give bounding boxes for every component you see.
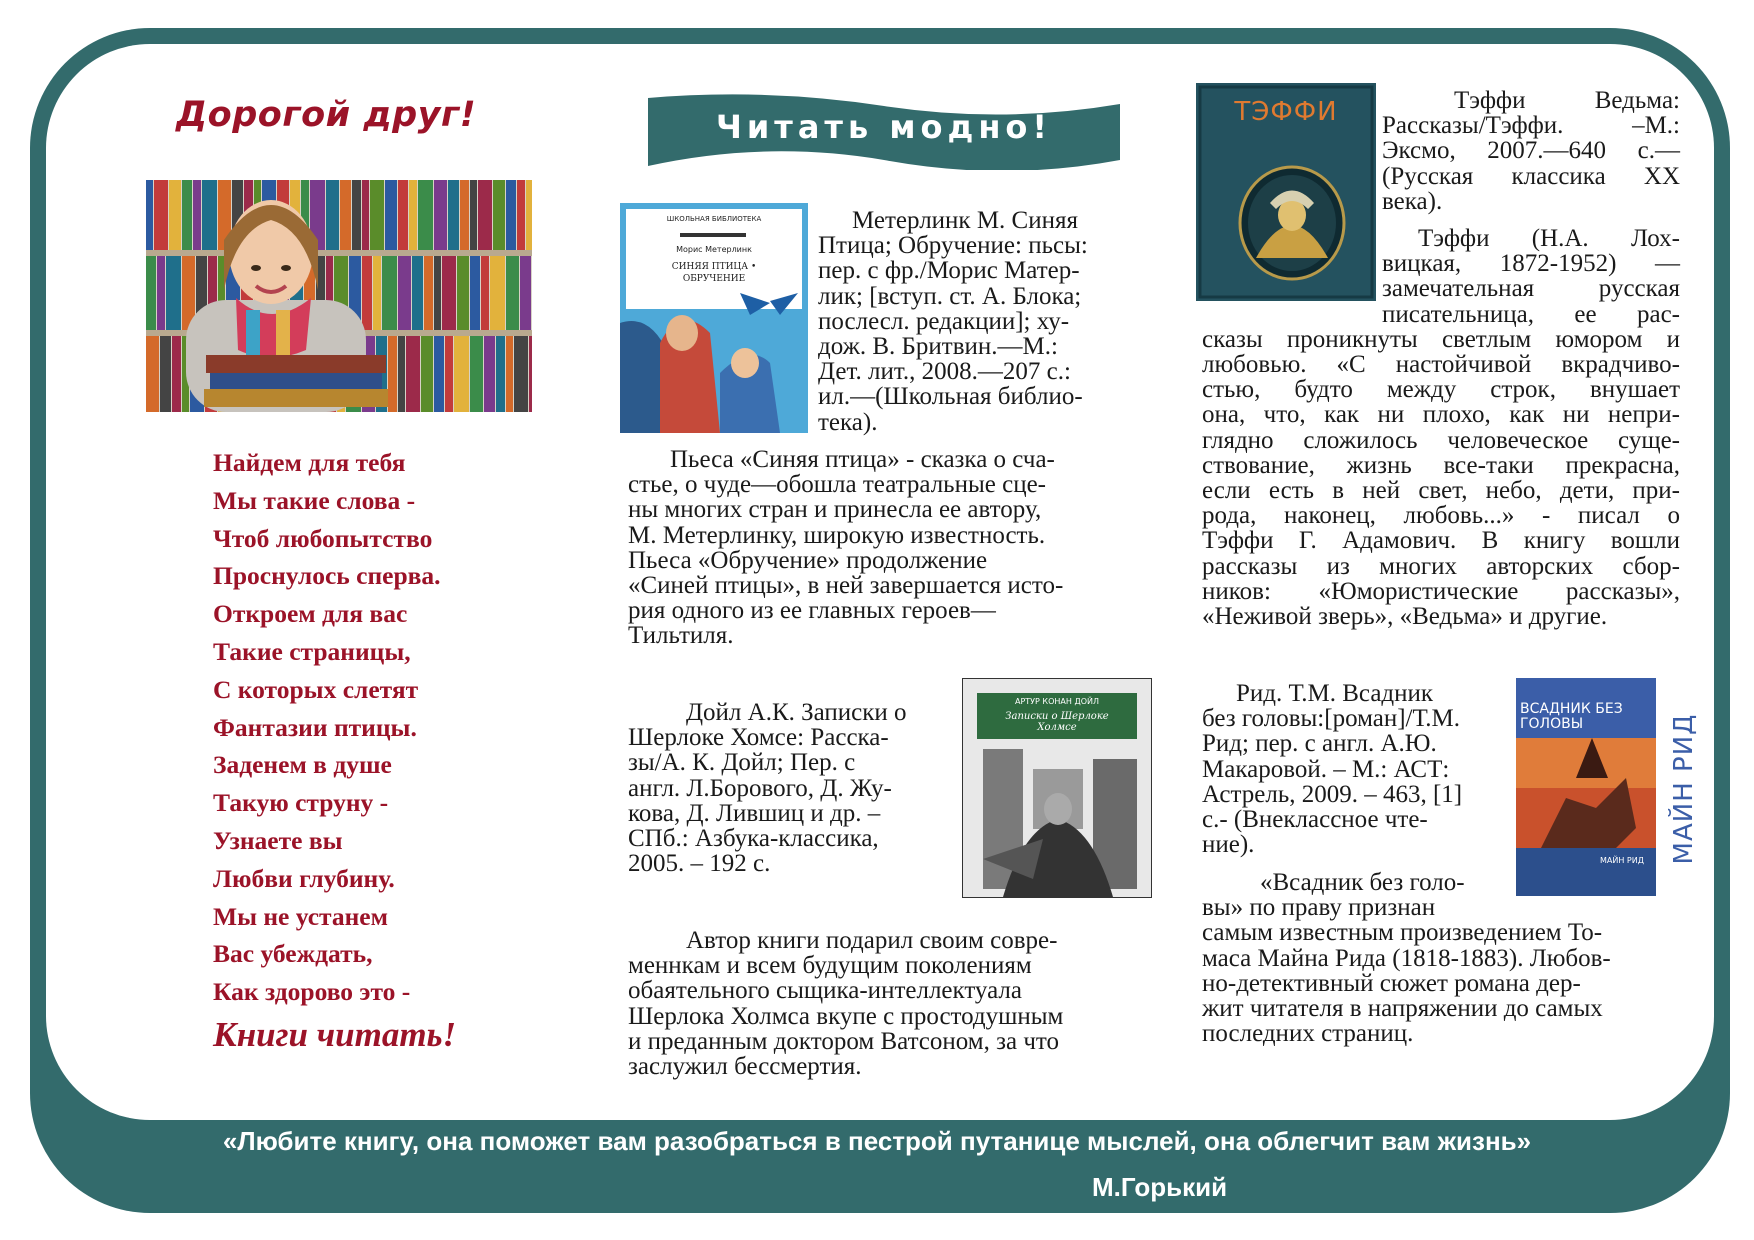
annotation-line: ников: «Юмористические рассказы», — [1202, 577, 1680, 605]
poem-line: Мы не устанем — [213, 901, 388, 931]
footer-quote-author: М.Горький — [1092, 1172, 1228, 1202]
poem-line: Как здорово это - — [213, 977, 411, 1007]
banner-title: Читать модно! — [715, 108, 1052, 146]
annotation-line: Пьеса «Синяя птица» - сказка о сча- — [670, 446, 1055, 473]
shelf-book-spine — [157, 256, 165, 330]
annotation-doyle — [628, 928, 1148, 1079]
annotation-teffi — [1202, 226, 1680, 629]
shelf-book-spine — [460, 180, 469, 250]
footer-quote: «Любите книгу, она поможет вам разобраться в пестрой путанице мыслей, она облегчит вам жизнь» — [222, 1126, 1532, 1156]
annotation-line: Тильтиля. — [628, 622, 734, 650]
annotation-line: рода, наконец, любовь...» - писал о — [1202, 502, 1680, 530]
shelf-book-spine — [398, 180, 408, 250]
poem-line: Любви глубину. — [213, 863, 395, 893]
annotation-line: заслужил бессмертия. — [628, 1053, 862, 1081]
shelf-book-spine — [382, 256, 397, 330]
shelf-book-spine — [160, 336, 171, 412]
bib-line: дож. В. Бритвин.—М.: — [818, 333, 1058, 361]
poem-line: Узнаете вы — [213, 825, 343, 855]
annotation-line: ствование, жизнь все-таки прекрасна, — [1202, 451, 1680, 479]
shelf-book-spine — [481, 256, 489, 330]
poem-line: Найдем для тебя — [213, 448, 406, 477]
bib-line: Эксмо, 2007.—640 с.— — [1382, 137, 1680, 165]
bib-line: ние). — [1202, 831, 1255, 859]
annotation-line: «Всадник без голо- — [1260, 869, 1465, 896]
shelf-book-spine — [362, 180, 369, 250]
shelf-book-spine — [442, 256, 456, 330]
annotation-line: меннкам и всем будущим поколениям — [628, 952, 1032, 980]
shelf-book-spine — [388, 336, 397, 412]
poem-line: Откроем для вас — [213, 599, 408, 629]
shelf-book-spine — [470, 336, 483, 412]
poem-line: Такие страницы, — [213, 636, 411, 666]
cover-title: ТЭФФИ — [1234, 97, 1338, 127]
annotation-line: вицкая, 1872-1952) — — [1382, 250, 1680, 278]
shelf-book-spine — [490, 256, 505, 330]
shelf-book-spine — [370, 180, 384, 250]
poem-line: Мы такие слова - — [213, 485, 416, 515]
annotation-line: «Синей птицы», в ней завершается исто- — [628, 572, 1064, 600]
shelf-book-spine — [434, 336, 444, 412]
bib-line: Тэффи Ведьма: — [1454, 87, 1680, 114]
annotation-line: Тэффи Г. Адамович. В книгу вошли — [1202, 527, 1680, 555]
shelf-book-spine — [478, 180, 492, 250]
annotation-line: Шерлока Холмса вкупе с простодушным — [628, 1002, 1064, 1030]
annotation-line: маса Майна Рида (1818-1883). Любов- — [1202, 944, 1611, 972]
shelf-book-spine — [202, 180, 217, 250]
bib-line: Рид. Т.М. Всадник — [1236, 680, 1434, 707]
annotation-line: обаятельного сыщика-интеллектуала — [628, 977, 1022, 1005]
cover-author: Морис Метерлинк — [676, 245, 752, 254]
annotation-line: жит читателя в напряжении до самых — [1202, 995, 1603, 1023]
cover-maeterlinck — [620, 203, 808, 433]
poem-line: Чтоб любопытство — [213, 523, 433, 553]
bib-line: 2005. – 192 с. — [628, 850, 771, 878]
annotation-line: глядно сложилось человеческое суще- — [1202, 426, 1680, 454]
shelf-book-spine — [470, 180, 477, 250]
cover-title: Записки о Шерлоке Холмсе — [1005, 711, 1109, 733]
annotation-line: сказы проникнуты светлым юмором и — [1202, 325, 1680, 353]
bib-line: кова, Д. Лившиц и др. – — [628, 799, 881, 827]
bib-line: Рассказы/Тэффи. –М.: — [1382, 112, 1680, 140]
shelf-book-spine — [362, 256, 372, 330]
shelf-book-spine — [326, 180, 339, 250]
shelf-book-spine — [454, 336, 469, 412]
shelf-book-spine — [146, 180, 153, 250]
shelf-book-spine — [529, 336, 532, 412]
bib-line: Шерлоке Хомсе: Расска- — [628, 724, 889, 752]
poem-line: Такую струну - — [213, 788, 389, 818]
shelf-book-spine — [470, 256, 480, 330]
shelf-book-spine — [517, 180, 525, 250]
cover-reid — [1516, 678, 1702, 896]
shelf-book-spine — [434, 180, 447, 250]
shelf-book-spine — [506, 180, 516, 250]
shelf-book-spine — [457, 256, 469, 330]
shelf-book-spine — [496, 336, 505, 412]
bib-line: Метерлинк М. Синяя — [852, 207, 1078, 234]
cover-author: МАЙН РИД — [1669, 713, 1699, 865]
bib-line: Дет. лит., 2008.—207 с.: — [818, 358, 1071, 386]
annotation-line: вы» по праву признан — [1202, 894, 1436, 922]
annotation-line: она, что, как ни плохо, как ни непри- — [1202, 401, 1680, 429]
shelf-book-spine — [146, 256, 156, 330]
cover-author: АРТУР КОНАН ДОЙЛ — [1015, 697, 1099, 706]
bib-line: Птица; Обручение: пьсы: — [818, 232, 1088, 260]
bib-line: Макаровой. – М.: АСТ: — [1202, 755, 1450, 783]
annotation-line: Тэффи (Н.А. Лох- — [1418, 225, 1680, 252]
shelf-book-spine — [445, 336, 453, 412]
annotation-line: и преданным доктором Ватсоном, за что — [628, 1027, 1060, 1055]
bib-reid — [1202, 681, 1512, 857]
shelf-book-spine — [448, 180, 459, 250]
poem-line: Заденем в душе — [213, 750, 392, 780]
bib-line: лик; [вступ. ст. А. Блока; — [818, 282, 1082, 310]
annotation-line: любовью. «С настойчивой вкрадчиво- — [1202, 351, 1680, 379]
bib-line: без головы:[роман]/Т.М. — [1202, 705, 1460, 733]
cover-doyle — [962, 678, 1152, 898]
shelf-book-spine — [166, 256, 181, 330]
bib-line: тека). — [818, 408, 878, 436]
poem-line: С которых слетят — [213, 674, 419, 704]
poem-final-line: Книги читать! — [213, 1014, 457, 1054]
shelf-book-spine — [193, 180, 201, 250]
bib-line: Дойл А.К. Записки о — [686, 699, 907, 726]
annotation-maeterlinck — [628, 447, 1148, 649]
shelf-book-spine — [412, 256, 423, 330]
annotation-line: стью, будто между строк, внушает — [1202, 376, 1680, 404]
annotation-line: писательница, ее рас- — [1382, 300, 1680, 328]
annotation-line: Автор книги подарил своим совре- — [686, 927, 1058, 954]
bib-doyle — [628, 700, 958, 876]
bib-line: ил.—(Школьная библио- — [818, 383, 1083, 411]
bib-line: пер. с фр./Морис Матер- — [818, 257, 1080, 285]
annotation-line: М. Метерлинку, широкую известность. — [628, 521, 1046, 549]
cover-series: ШКОЛЬНАЯ БИБЛИОТЕКА — [666, 215, 762, 223]
shelf-book-spine — [424, 256, 433, 330]
shelf-book-spine — [421, 336, 433, 412]
annotation-line: «Неживой зверь», «Ведьма» и другие. — [1202, 603, 1608, 631]
annotation-line: Пьеса «Обручение» продолжение — [628, 546, 988, 574]
annotation-line: последних страниц. — [1202, 1020, 1414, 1048]
shelf-book-spine — [340, 180, 351, 250]
annotation-line: стье, о чуде—обошла театральные сце- — [628, 471, 1046, 499]
cover-author-small: МАЙН РИД — [1600, 856, 1644, 865]
bib-line: с.- (Внеклассное чте- — [1202, 806, 1428, 834]
bib-line: (Русская классика XX — [1382, 162, 1680, 190]
poem-line: Вас убеждать, — [213, 939, 373, 969]
shelf-book-spine — [409, 180, 417, 250]
poem-line: Фантазии птицы. — [213, 712, 417, 742]
shelf-book-spine — [373, 256, 381, 330]
annotation-line: рия одного из ее главных героев— — [628, 597, 996, 625]
cover-title: СИНЯЯ ПТИЦА • ОБРУЧЕНИЕ — [671, 262, 757, 284]
greeting-title: Дорогой друг! — [176, 95, 477, 135]
reader-photo — [146, 180, 532, 412]
bib-line: зы/А. К. Дойл; Пер. с — [628, 749, 856, 777]
shelf-book-spine — [182, 180, 192, 250]
shelf-book-spine — [526, 180, 532, 250]
annotation-line: ны многих стран и принесла ее автору, — [628, 496, 1042, 524]
bib-teffi — [1382, 88, 1680, 214]
bib-line: века). — [1382, 187, 1443, 215]
bib-line: СПб.: Азбука-классика, — [628, 825, 879, 853]
shelf-book-spine — [398, 256, 411, 330]
shelf-book-spine — [506, 256, 519, 330]
bib-line: Астрель, 2009. – 463, [1] — [1202, 780, 1463, 808]
bib-line: Рид; пер. с англ. А.Ю. — [1202, 730, 1437, 758]
shelf-book-spine — [398, 336, 405, 412]
bib-line: англ. Л.Борового, Д. Жу- — [628, 774, 892, 802]
shelf-book-spine — [406, 336, 420, 412]
poem — [213, 444, 543, 1059]
shelf-book-spine — [484, 336, 495, 412]
shelf-book-spine — [520, 256, 531, 330]
bib-line: послесл. редакции]; ху- — [818, 307, 1070, 335]
shelf-book-spine — [146, 336, 159, 412]
annotation-reid — [1202, 870, 1680, 1046]
annotation-line: если есть в ней свет, небо, дети, при- — [1202, 477, 1680, 505]
poem-line: Проснулось сперва. — [213, 561, 441, 591]
annotation-line: самым известным произведением То- — [1202, 919, 1603, 947]
shelf-book-spine — [385, 180, 397, 250]
shelf-book-spine — [434, 256, 441, 330]
annotation-line: рассказы из многих авторских сбор- — [1202, 552, 1680, 580]
shelf-book-spine — [493, 180, 505, 250]
shelf-book-spine — [172, 336, 181, 412]
shelf-book-spine — [418, 180, 433, 250]
shelf-book-spine — [514, 336, 528, 412]
cover-title: ВСАДНИК БЕЗ ГОЛОВЫ — [1520, 701, 1623, 732]
shelf-book-spine — [154, 180, 168, 250]
shelf-book-spine — [352, 180, 361, 250]
annotation-line: но-детективный сюжет романа дер- — [1202, 969, 1581, 997]
shelf-book-spine — [506, 336, 513, 412]
bib-maeterlinck — [818, 208, 1138, 435]
annotation-line: замечательная русская — [1382, 275, 1680, 303]
shelf-book-spine — [169, 180, 181, 250]
